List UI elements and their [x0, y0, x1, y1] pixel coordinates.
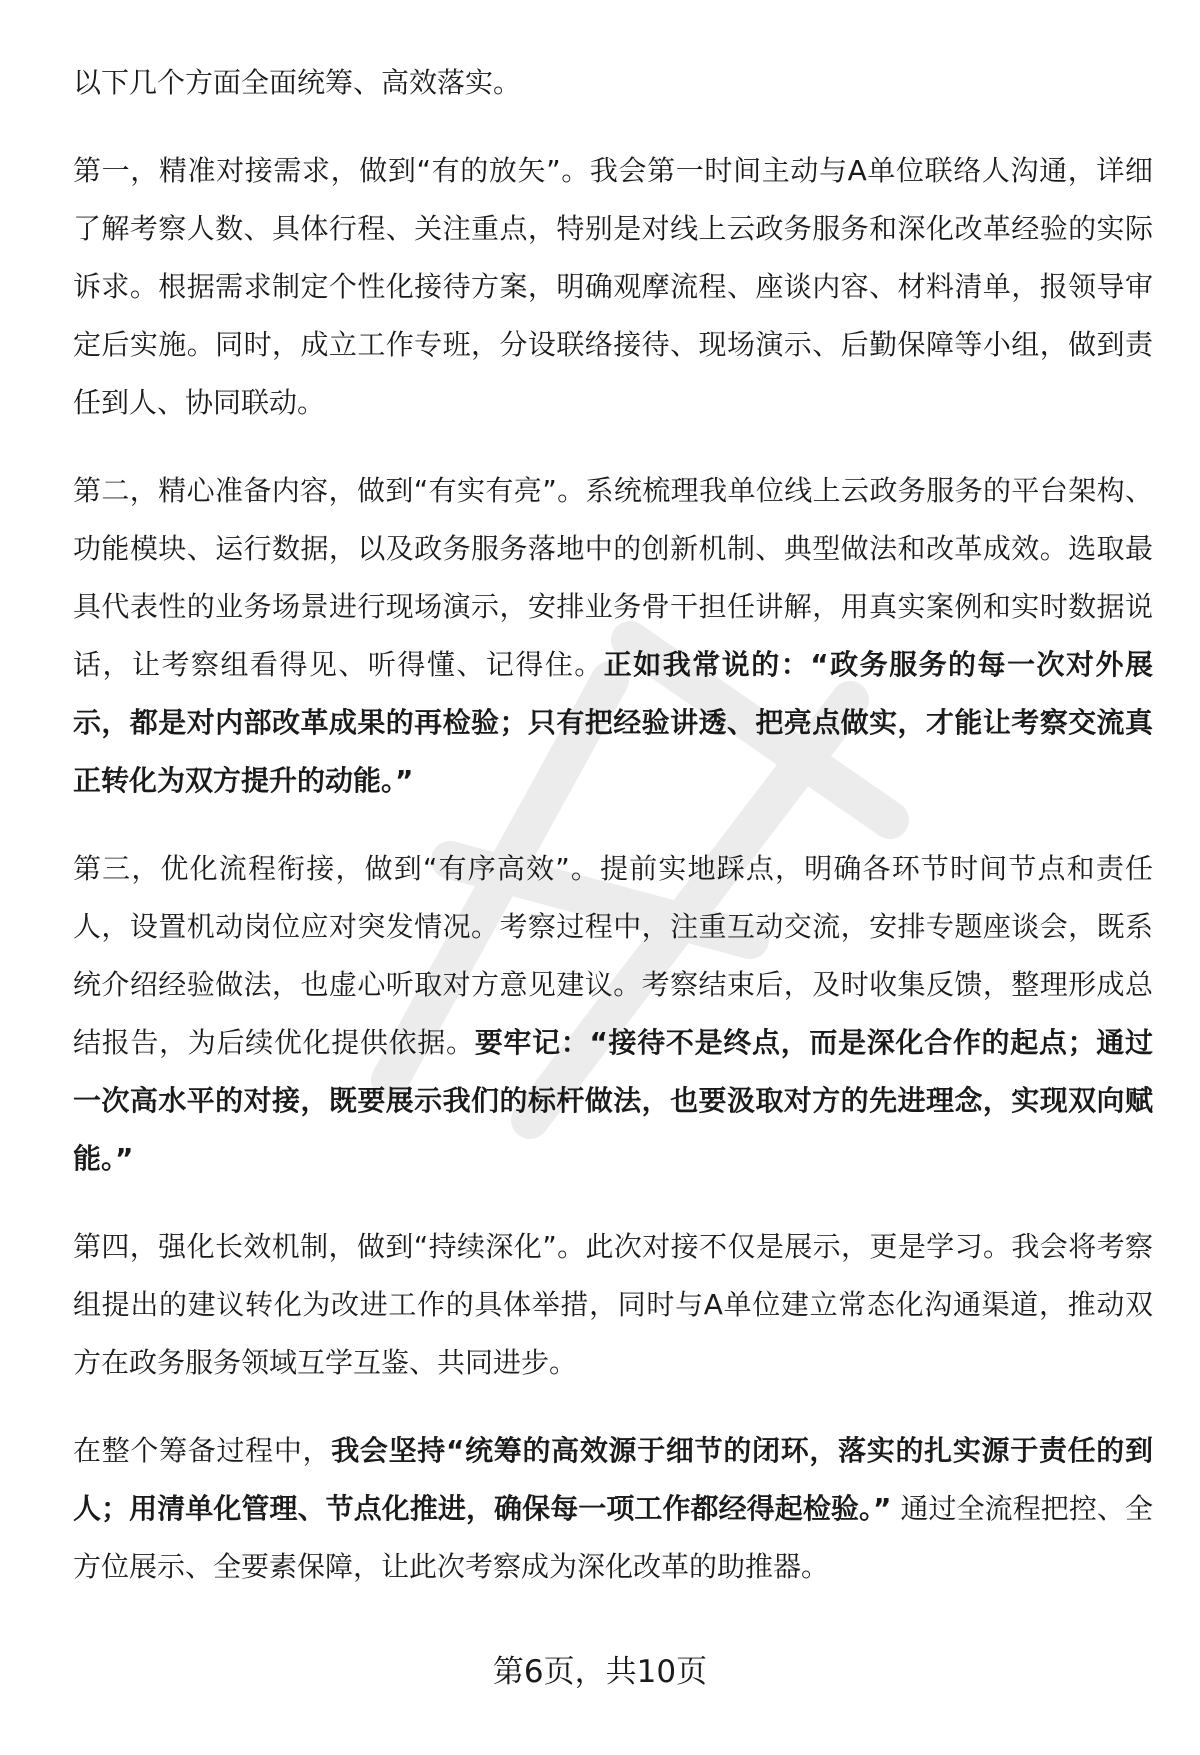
text-segment: 以下几个方面全面统筹、高效落实。 — [73, 66, 522, 99]
text-segment: 第一，精准对接需求，做到“有的放矢”。我会第一时间主动与A单位联络人沟通，详细了解考察人数、具体行程、关注重点，特别是对线上云政务服务和深化改革经验的实际诉求。根据需求制定个性化接待方案，明确观摩流程、座谈内容、材料清单，报领导审定后实施。同时，成立工作专班，分设联络接待、现场演示、后勤保障等小组，做到责任到人、协同联动。 — [73, 154, 1153, 419]
text-segment: 第二，精心准备内容，做到“有实有亮”。系统梳理我单位线上云政务服务的平台架构、功能模块、运行数据，以及政务服务落地中的创新机制、典型做法和改革成效。选取最具代表性的业务场景进行现场演示，安排业务骨干担任讲解，用真实案例和实时数据说话，让考察组看得见、听得懂、记得住。 — [73, 474, 1153, 681]
paragraph-intro-tail — [73, 54, 1153, 112]
bold-quote: 正如我常说的：“政务服务的每一次对外展示，都是对内部改革成果的再检验；只有把经验讲透、把亮点做实，才能让考察交流真正转化为双方提升的动能。” — [73, 648, 1153, 797]
paragraph-point-four — [73, 1218, 1153, 1392]
bold-quote: 要牢记：“接待不是终点，而是深化合作的起点；通过一次高水平的对接，既要展示我们的标杆做法，也要汲取对方的先进理念，实现双向赋能。” — [73, 1026, 1153, 1175]
paragraph-point-one — [73, 142, 1153, 432]
text-segment: 通过全流程把控、全方位展示、全要素保障，让此次考察成为深化改革的助推器。 — [73, 1492, 1154, 1583]
paragraph-conclusion — [73, 1422, 1153, 1596]
text-segment: 第四，强化长效机制，做到“持续深化”。此次对接不仅是展示，更是学习。我会将考察组提出的建议转化为改进工作的具体举措，同时与A单位建立常态化沟通渠道，推动双方在政务服务领域互学互鉴、共同进步。 — [73, 1230, 1153, 1379]
paragraph-point-three — [73, 840, 1153, 1188]
document-body — [73, 54, 1153, 1626]
page-number-footer: 第6页，共10页 — [492, 1654, 708, 1690]
text-segment: 在整个筹备过程中， — [73, 1434, 332, 1467]
bold-quote: 我会坚持“统筹的高效源于细节的闭环，落实的扎实源于责任的到人；用清单化管理、节点化推进，确保每一项工作都经得起检验。” — [73, 1434, 1153, 1525]
paragraph-point-two — [73, 462, 1153, 810]
text-segment: 第三，优化流程衔接，做到“有序高效”。提前实地踩点，明确各环节时间节点和责任人，设置机动岗位应对突发情况。考察过程中，注重互动交流，安排专题座谈会，既系统介绍经验做法，也虚心听取对方意见建议。考察结束后，及时收集反馈，整理形成总结报告，为后续优化提供依据。 — [73, 852, 1153, 1059]
